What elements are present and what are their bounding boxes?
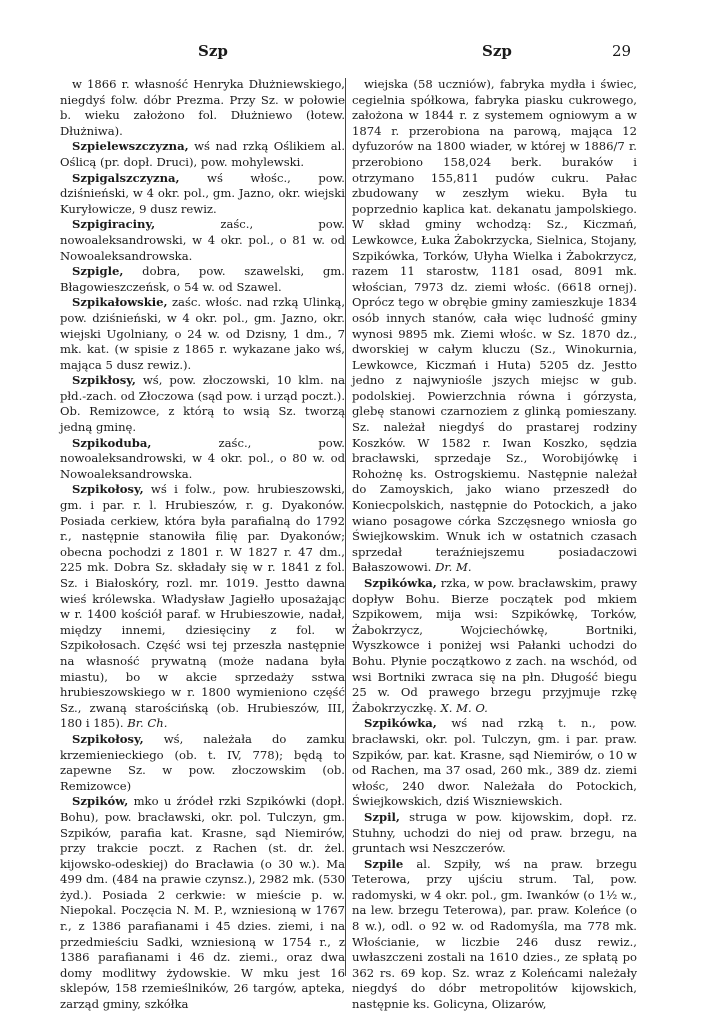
entry-headword: Szpikołosy, [72,482,144,497]
entry [60,295,345,373]
entry-text: wś włośc., pow. dziśnieński, w 4 okr. pol., gm. Jazno, okr. wiejski Kuryłowicze, 9 dusz rewiz. [60,170,345,216]
entry-headword: Szpikłosy, [72,373,136,388]
entry [60,171,345,218]
entry-headword: Szpikołosy, [72,731,144,746]
entry-text: wś nad rzką t. n., pow. bracławski, okr. pol. Tulczyn, gm. i par. praw. Szpików, par. kat. Krasne, sąd Niemirów, o 10 w od Rachen, ma 37 osad, 260 mk., 389 dz. ziemi włośc, 240 dwor. Należała do Potockich, Świejkowskich, dziś Wiszniewskich. [352,716,637,809]
entry [352,576,637,716]
page-number: 29 [612,42,632,60]
entry-text: zaśc., pow. nowoaleksandrowski, w 4 okr. pol., o 80 w. od Nowoaleksandrowska. [60,435,345,481]
entry-text: wś i folw., pow. hrubieszowski, gm. i par. r. l. Hrubieszów, r. g. Dyakonów. Posiada cerkiew, która była parafialną do 1792 r., następnie stanowiła filię par. Dyakonów; obecna pochodzi z 1801 r. W 1827 r. 47 dm., 225 mk. Dobra Sz. składały się w r. 1841 z fol. Sz. i Białoskóry, rozl. mr. 1019. Jestto dawna wieś królewska. Władysław Jagiełło uposażając w r. 1400 kościół paraf. w Hrubieszowie, nadał, między innemi, dziesięciny z fol. w Szpikołosach. Część wsi tej przeszła następnie na własność prywatną (może nadana była miastu), bo w akcie sprzedaży sstwa hrubieszowskiego w r. 1800 wymieniono część Sz., zwaną starościńską (ob. Hrubieszów, III, 180 i 185). [60,482,345,731]
right-column [352,77,637,1012]
entry-text: dobra, pow. szawelski, gm. Błagowieszczeńsk, o 54 w. od Szawel. [60,264,345,294]
entry-text: zaśc. włośc. nad rzką Ulinką, pow. dziśnieński, w 4 okr. pol., gm. Jazno, okr. wiejski Ugolniany, o 24 w. od Dzisny, 1 dm., 7 mk. kat. (w spisie z 1865 r. wykazane jako wś, mająca 5 dusz rewiz.). [60,295,345,372]
author-signature: Dr. M. [435,560,472,575]
entry-headword: Szpil, [364,809,400,824]
entry-headword: Szpikałowskie, [72,295,168,310]
entry-text: mko u źródeł rzki Szpikówki (dopł. Bohu), pow. bracławski, okr. pol. Tulczyn, gm. Szpików, parafia kat. Krasne, sąd Niemirów, przy trakcie poczt. z Rachen (st. dr. żel. kijowsko-odeskiej) do Bracławia (o 30 w.). Ma 499 dm. (484 na prawie czynsz.), 2982 mk. (530 żyd.). Posiada 2 cerkwie: w mieście p. w. Niepokal. Poczęcia N. M. P., wzniesioną w 1767 r., z 1386 parafianami i 45 dzies. ziemi, i na przedmieściu Sadki, wzniesioną w 1754 r., z 1386 parafianami i 46 dz. ziemi., oraz dwa domy modlitwy żydowskie. W mku jest 16 sklepów, 158 rzemieślników, 26 targów, apteka, zarząd gminy, szkółka [60,794,345,1012]
entry [352,810,637,857]
entry-headword: Szpikoduba, [72,435,152,450]
entry [352,77,637,576]
entry [60,139,345,170]
entry-text: w 1866 r. własność Henryka Dłużniewskiego, niegdyś folw. dóbr Prezma. Przy Sz. w połowie b. wieku założono fol. Dłużniewo (łotew. Dłużniwa). [60,77,345,138]
entry [352,716,637,810]
entry [352,857,637,1013]
entry-headword: Szpielewszczyzna, [72,139,189,154]
entry-headword: Szpików, [72,794,129,809]
left-column [60,77,345,1012]
entry [60,794,345,1012]
running-head-right: Szp [482,42,512,60]
entry-headword: Szpigalszczyzna, [72,170,180,185]
entry [60,482,345,732]
entry-text: wś, należała do zamku krzemienieckiego (ob. t. IV, 778); będą to zapewne Sz. w pow. złoczowskim (ob. Remizowce) [60,731,345,793]
entry [60,77,345,139]
entry-headword: Szpikówka, [364,716,437,731]
author-signature: X. M. O. [440,700,488,715]
entry-headword: Szpigiraciny, [72,217,156,232]
entry-text: zaśc., pow. nowoaleksandrowski, w 4 okr. pol., o 81 w. od Nowoaleksandrowska. [60,217,345,263]
column-divider [345,78,346,976]
entry [60,373,345,435]
author-signature: Br. Ch. [127,716,168,731]
entry-text: rzka, w pow. bracławskim, prawy dopływ Bohu. Bierze początek pod mkiem Szpikowem, mija wsi: Szpikówkę, Torków, Żabokrzycz, Wojciechówkę, Bortniki, Wyszkowce i poniżej wsi Pałanki uchodzi do Bohu. Płynie początkowo z zach. na wschód, od wsi Bortniki zwraca się na płn. Długość biegu 25 w. Od prawego brzegu przyjmuje rzkę Żabokrzyczkę. [352,576,637,715]
entry [60,217,345,264]
entry-text: wś nad rzką Oślikiem al. Oślicą (pr. dopł. Druci), pow. mohylewski. [60,139,345,169]
entry-text: al. Szpiły, wś na praw. brzegu Teterowa, przy ujściu strum. Tal, pow. radomyski, w 4 okr. pol., gm. Iwanków (o 1½ w., na lew. brzegu Teterowa), par. praw. Koleńce (o 8 w.), odl. o 92 w. od Radomyśla, ma 778 mk. Włościanie, w liczbie 246 dusz rewiz., uwłaszczeni zostali na 1610 dzies., ze spłatą po 362 rs. 69 kop. Sz. wraz z Koleńcami należały niegdyś do dóbr metropolitów kijowskich, następnie ks. Golicyna, Olizarów, [352,856,637,1012]
entry-headword: Szpigle, [72,264,124,279]
entry-headword: Szpile [364,856,404,871]
entry-text: struga w pow. kijowskim, dopł. rz. Stuhny, uchodzi do niej od praw. brzegu, na gruntach wsi Neszczerów. [352,809,637,856]
entry-text: wiejska (58 uczniów), fabryka mydła i świec, cegielnia spółkowa, fabryka piasku cukrowego, założona w 1844 r. z systemem ogniowym a w 1874 r. przerobiona na parową, mająca 12 dyfuzorów na 1800 wiader, w której w 1886/7 r. przerobiono 158,024 berk. buraków i otrzymano 155,811 pudów cukru. Pałac zbudowany w zeszłym wieku. Była tu poprzednio kaplica kat. dekanatu jampolskiego. W skład gminy wchodzą: Sz., Kiczmań, Lewkowce, Łuka Żabokrzycka, Sielnica, Stojany, Szpikówka, Torków, Ułyha Wielka i Żabokrzycz, razem 11 starostw, 1181 osad, 8091 mk. włościan, 7973 dz. ziemi włośc. (6618 ornej). Oprócz tego w obrębie gminy zamieszkuje 1834 osób innych stanów, cała więc ludność gminy wynosi 9895 mk. Ziemi włośc. w Sz. 1870 dz., dworskiej w całym kluczu (Sz., Winokurnia, Lewkowce, Kiczmań i Huta) 5205 dz. Jestto jedno z najwyniośle jszych miejsc w gub. podolskiej. Powierzchnia równa i górzysta, glebę stanowi czarnoziem z glinką pomieszany. Sz. należał niegdyś do prastarej rodziny Koszków. W 1582 r. Iwan Koszko, sędzia bracławski, sprzedaje Sz., Worobijówkę i Rohożnę ks. Ostrogskiemu. Następnie należał do Zamoyskich, jako wiano przeszedł do Koniecpolskich, następnie do Potockich, a jako wiano posagowe córka Szczęsnego wniosła go Świejkowskim. Wnuk ich w ostatnich czasach sprzedał teraźniejszemu posiadaczowi Bałaszowowi. [352,77,637,575]
entry [60,436,345,483]
entry-text: wś, pow. złoczowski, 10 klm. na płd.-zach. od Złoczowa (sąd pow. i urząd poczt.). Ob. Remizowce, z którą to wsią Sz. tworzą jedną gminę. [60,373,345,435]
entry-headword: Szpikówka, [364,576,437,590]
entry [60,264,345,295]
entry [60,732,345,794]
running-head-left: Szp [198,42,228,60]
